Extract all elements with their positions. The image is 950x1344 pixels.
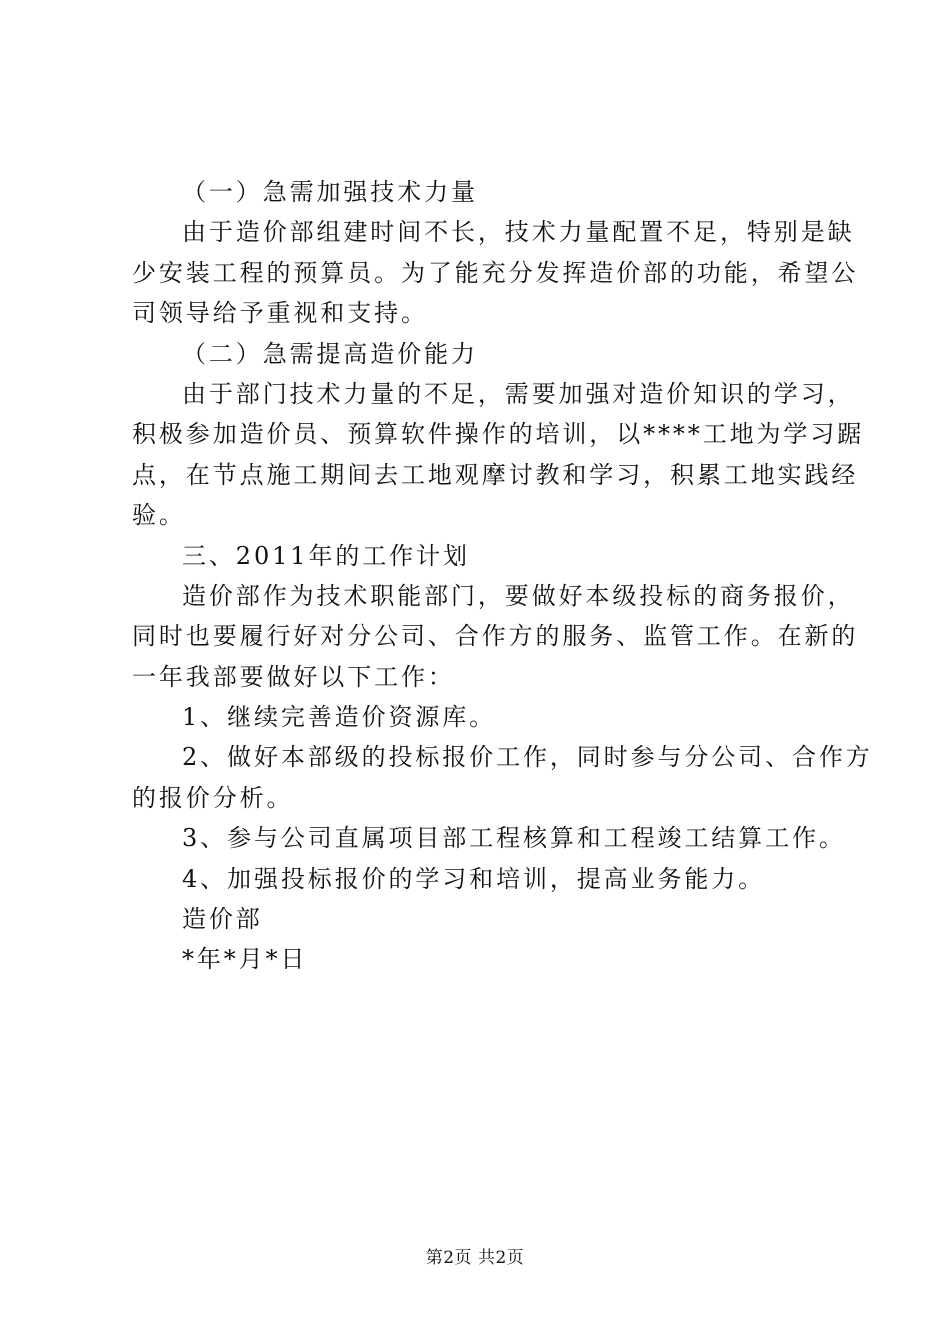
paragraph-line: 点，在节点施工期间去工地观摩讨教和学习，积累工地实践经 (132, 460, 859, 489)
paragraph-line: 同时也要履行好对分公司、合作方的服务、监管工作。在新的 (132, 622, 859, 651)
list-item: 2、做好本部级的投标报价工作，同时参与分公司、合作方 (182, 743, 873, 772)
signature-date: *年*月*日 (182, 945, 308, 974)
page-number-footer: 第2页 共2页 (425, 1248, 525, 1268)
paragraph-line: 由于造价部组建时间不长，技术力量配置不足，特别是缺 (182, 218, 855, 247)
section-heading-3: 三、2011年的工作计划 (182, 541, 470, 570)
section-heading-1: （一）急需加强技术力量 (182, 178, 478, 206)
paragraph-line: 司领导给予重视和支持。 (132, 299, 428, 328)
paragraph-line: 造价部作为技术职能部门，要做好本级投标的商务报价， (182, 581, 855, 610)
paragraph-line: 一年我部要做好以下工作： (132, 662, 455, 691)
paragraph-line: 的报价分析。 (132, 783, 294, 812)
paragraph-line: 由于部门技术力量的不足，需要加强对造价知识的学习， (182, 379, 855, 408)
paragraph-line: 验。 (132, 501, 186, 530)
list-item: 1、继续完善造价资源库。 (182, 703, 497, 732)
paragraph-line: 积极参加造价员、预算软件操作的培训，以****工地为学习踞 (132, 420, 865, 449)
list-item: 3、参与公司直属项目部工程核算和工程竣工结算工作。 (182, 824, 846, 853)
section-heading-2: （二）急需提高造价能力 (182, 339, 478, 368)
document-body (132, 172, 873, 980)
paragraph-line: 少安装工程的预算员。为了能充分发挥造价部的功能，希望公 (132, 258, 859, 287)
list-item: 4、加强投标报价的学习和培训，提高业务能力。 (182, 864, 766, 893)
signature-department: 造价部 (182, 905, 263, 934)
